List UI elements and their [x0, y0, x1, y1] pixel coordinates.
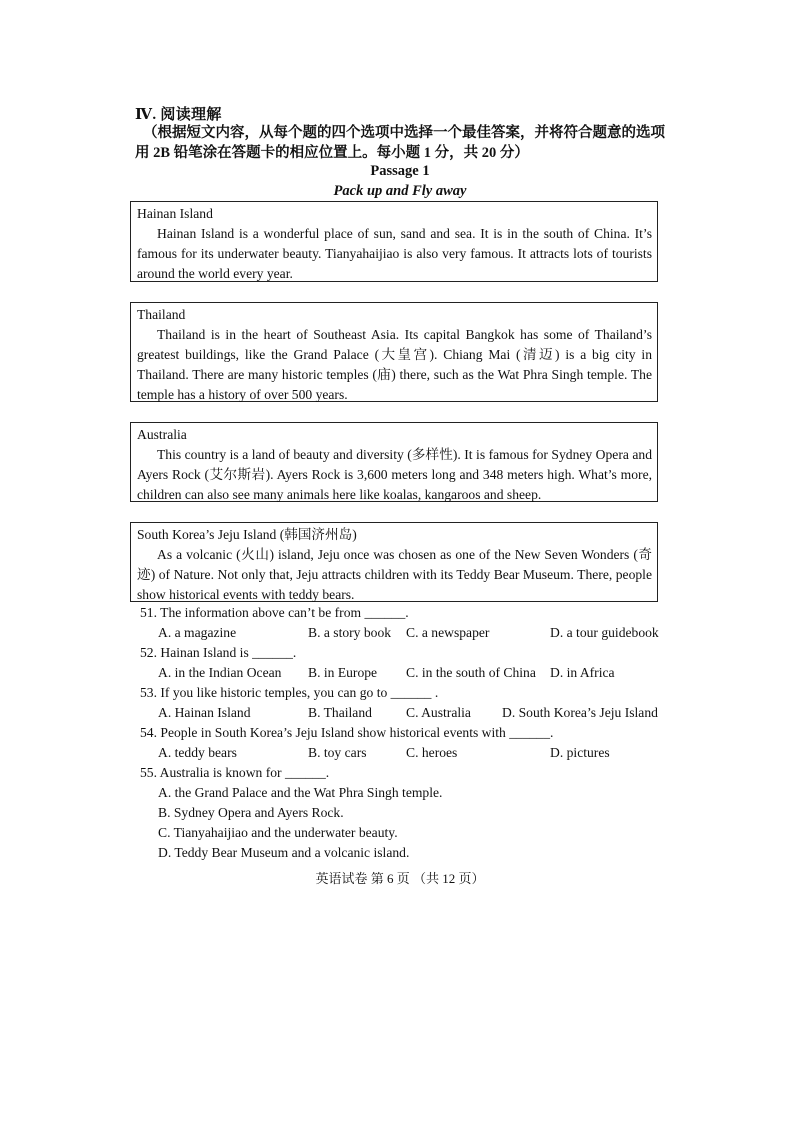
option-d: D. South Korea’s Jeju Island [502, 705, 658, 720]
option-a: A. the Grand Palace and the Wat Phra Singh temple. [158, 785, 443, 800]
passage-box-jeju [130, 522, 658, 602]
option-c: C. Australia [406, 705, 471, 720]
passage-box-australia [130, 422, 658, 502]
question-51 [140, 603, 670, 643]
option-d: D. a tour guidebook [550, 625, 659, 640]
question-54 [140, 723, 670, 763]
section-instructions: （根据短文内容，从每个题的四个选项中选择一个最佳答案，并将符合题意的选项用 2B 铅笔涂在答题卡的相应位置上。每小题 1 分，共 20 分） [135, 125, 665, 161]
option-a: A. teddy bears [158, 745, 237, 760]
box-text: As a volcanic (火山) island, Jeju once was chosen as one of the New Seven Wonders (奇迹) of Nature. Not only that, Jeju attracts children with its Teddy Bear Museum. There, people show historical events with teddy bears. [137, 547, 652, 602]
question-53 [140, 683, 670, 723]
question-52 [140, 643, 670, 683]
option-b: B. a story book [308, 625, 392, 640]
option-b: B. Thailand [308, 705, 372, 720]
option-c: C. Tianyahaijiao and the underwater beauty. [158, 825, 398, 840]
option-row [140, 623, 670, 643]
question-stem: 52. Hainan Island is ______. [140, 645, 297, 660]
box-text: Thailand is in the heart of Southeast Asia. Its capital Bangkok has some of Thailand’s greatest buildings, like the Grand Palace (大皇宫). Chiang Mai (清迈) is a big city in Thailand. There are many historic temples (庙) there, such as the Wat Phra Singh temple. The temple has a history of over 500 years. [137, 327, 652, 402]
option-row [140, 703, 670, 723]
option-list [140, 783, 670, 863]
passage-box-thailand [130, 302, 658, 402]
option-a: A. Hainan Island [158, 705, 251, 720]
option-a: A. a magazine [158, 625, 237, 640]
question-stem: 54. People in South Korea’s Jeju Island show historical events with ______. [140, 725, 554, 740]
option-c: C. in the south of China [406, 665, 536, 680]
option-c: C. a newspaper [406, 625, 490, 640]
option-d: D. pictures [550, 745, 610, 760]
question-stem: 51. The information above can’t be from ______. [140, 605, 409, 620]
option-d: D. in Africa [550, 665, 615, 680]
box-text: This country is a land of beauty and diversity (多样性). It is famous for Sydney Opera and Ayers Rock (艾尔斯岩). Ayers Rock is 3,600 meters long and 348 meters high. What’s more, children can also see many animals here like koalas, kangaroos and sheep. [137, 447, 652, 502]
box-heading: South Korea’s Jeju Island (韩国济州岛) [137, 527, 357, 542]
option-a: A. in the Indian Ocean [158, 665, 282, 680]
option-c: C. heroes [406, 745, 458, 760]
passage-box-hainan [130, 201, 658, 282]
question-stem: 53. If you like historic temples, you can go to ______ . [140, 685, 439, 700]
question-list [140, 603, 670, 863]
passage-title: Pack up and Fly away [333, 183, 467, 199]
option-b: B. in Europe [308, 665, 378, 680]
option-b: B. Sydney Opera and Ayers Rock. [158, 805, 344, 820]
option-d: D. Teddy Bear Museum and a volcanic island. [158, 845, 410, 860]
box-heading: Thailand [137, 307, 186, 322]
option-row [140, 663, 670, 683]
page-footer: 英语试卷 第 6 页 （共 12 页） [315, 871, 485, 886]
passage-label: Passage 1 [370, 163, 430, 179]
question-55 [140, 763, 670, 863]
option-row [140, 743, 670, 763]
question-stem: 55. Australia is known for ______. [140, 765, 330, 780]
option-b: B. toy cars [308, 745, 367, 760]
box-heading: Australia [137, 427, 187, 442]
box-heading: Hainan Island [137, 206, 213, 221]
box-text: Hainan Island is a wonderful place of sun, sand and sea. It is in the south of China. It’s famous for its underwater beauty. Tianyahaijiao is also very famous. It attracts lots of tourists around the world every year. [137, 226, 652, 281]
section-title: Ⅳ. 阅读理解 [135, 107, 222, 123]
